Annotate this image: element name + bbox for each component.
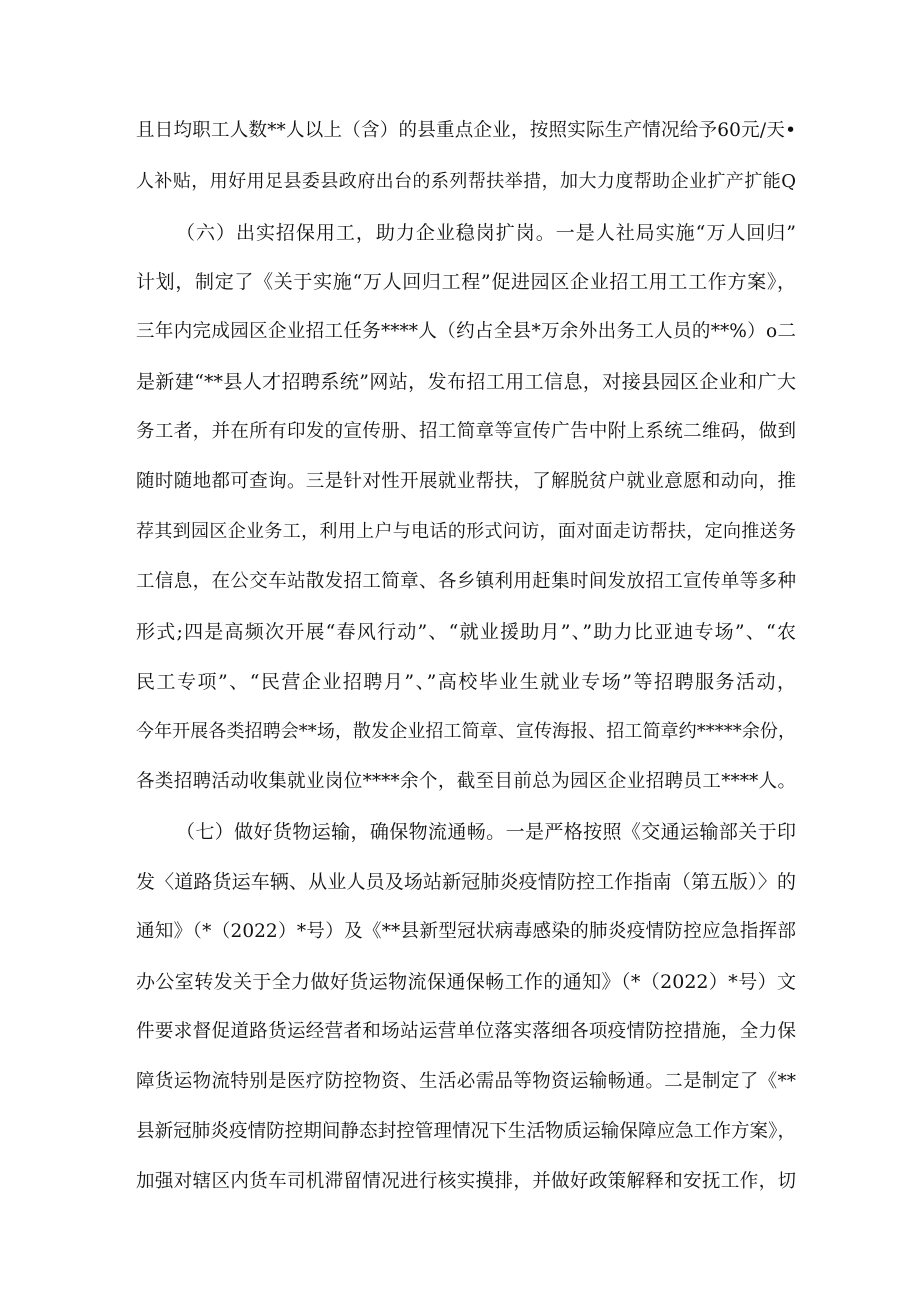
text-line: 计划，制定了《关于实施“万人回归工程”促进园区企业招工用工工作方案》，: [136, 271, 796, 293]
text-line: 通知》（*（2022）*号）及《**县新型冠状病毒感染的肺炎疫情防控应急指挥部: [136, 921, 796, 942]
text-line: 且日均职工人数**人以上（含）的县重点企业，按照实际生产情况给予60元/天•: [136, 120, 796, 141]
text-line: 民工专项”、“民营企业招聘月”、”高校毕业生就业专场”等招聘服务活动，: [136, 671, 796, 693]
paragraph-heading-line: （六）出实招保用工，助力企业稳岗扩岗。一是人社局实施“万人回归”: [176, 222, 796, 244]
text-line: 形式;四是高频次开展“春风行动”、“就业援助月”、”助力比亚迪专场”、“农: [136, 621, 796, 643]
text-line: 是新建“**县人才招聘系统”网站，发布招工用工信息，对接县园区企业和广大: [136, 371, 796, 393]
text-line: 今年开展各类招聘会**场，散发企业招工简章、宣传海报、招工简章约*****余份，: [136, 721, 796, 742]
text-line: 荐其到园区企业务工，利用上户与电话的形式问访，面对面走访帮扶，定向推送务: [136, 521, 796, 542]
text-line: 各类招聘活动收集就业岗位****余个，截至目前总为园区企业招聘员工****人。: [136, 771, 796, 792]
text-line: 县新冠肺炎疫情防控期间静态封控管理情况下生活物质运输保障应急工作方案》，: [136, 1121, 796, 1142]
text-line: 工信息，在公交车站散发招工简章、各乡镇利用赶集时间发放招工宣传单等多种: [136, 571, 796, 592]
text-line: 障货运物流特别是医疗防控物资、生活必需品等物资运输畅通。二是制定了《**: [136, 1071, 796, 1092]
text-line: 件要求督促道路货运经营者和场站运营单位落实落细各项疫情防控措施，全力保: [136, 1021, 796, 1042]
text-line: 随时随地都可查询。三是针对性开展就业帮扶，了解脱贫户就业意愿和动向，推: [136, 471, 796, 492]
text-line: 发〈道路货运车辆、从业人员及场站新冠肺炎疫情防控工作指南（第五版）〉的: [136, 871, 796, 893]
text-line: 务工者，并在所有印发的宣传册、招工简章等宣传广告中附上系统二维码，做到: [136, 421, 796, 442]
text-line: 办公室转发关于全力做好货运物流保通保畅工作的通知》（*（2022）*号）文: [136, 971, 796, 993]
paragraph-heading-line: （七）做好货物运输，确保物流通畅。一是严格按照《交通运输部关于印: [176, 821, 796, 843]
text-line: 人补贴，用好用足县委县政府出台的系列帮扶举措，加大力度帮助企业扩产扩能Q: [136, 171, 796, 192]
text-line: 加强对辖区内货车司机滞留情况进行核实摸排，并做好政策解释和安抚工作，切: [136, 1171, 796, 1192]
text-line: 三年内完成园区企业招工任务****人（约占全县*万余外出务工人员的**%）o二: [136, 321, 796, 342]
